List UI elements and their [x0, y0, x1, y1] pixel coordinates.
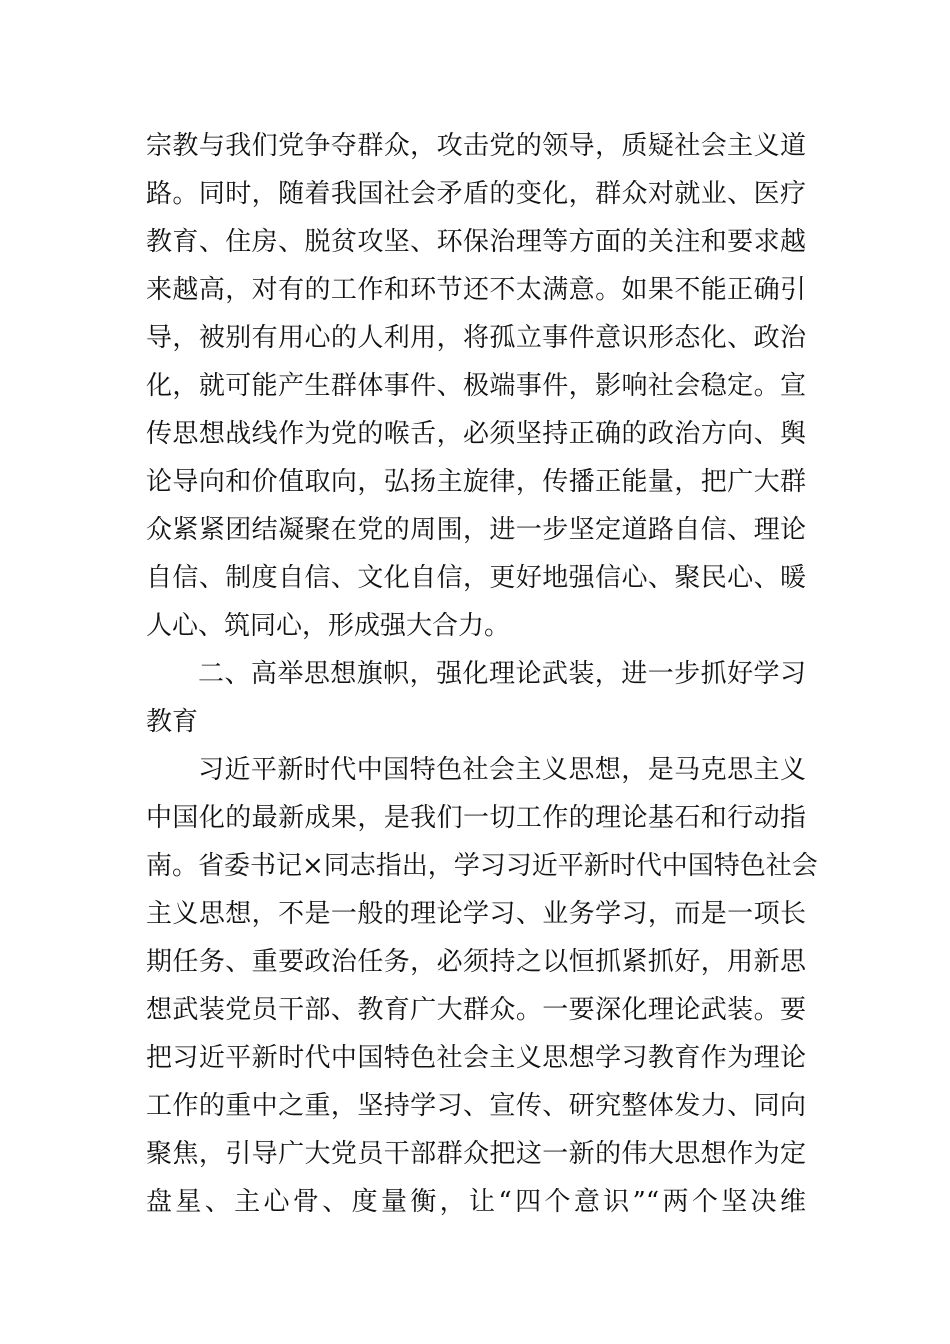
text-line: 把习近平新时代中国特色社会主义思想学习教育作为理论	[146, 1043, 806, 1073]
text-line: 习近平新时代中国特色社会主义思想，是马克思主义	[198, 755, 806, 785]
text-line: 聚焦，引导广大党员干部群众把这一新的伟大思想作为定	[146, 1139, 806, 1169]
section-heading-line: 教育	[146, 707, 199, 737]
text-line: 想武装党员干部、教育广大群众。一要深化理论武装。要	[146, 995, 806, 1025]
text-line: 众紧紧团结凝聚在党的周围，进一步坚定道路自信、理论	[146, 515, 806, 545]
text-line: 宗教与我们党争夺群众，攻击党的领导，质疑社会主义道	[146, 131, 806, 161]
body-text	[146, 122, 818, 1226]
text-line: 论导向和价值取向，弘扬主旋律，传播正能量，把广大群	[146, 467, 806, 497]
text-line: 导，被别有用心的人利用，将孤立事件意识形态化、政治	[146, 323, 806, 353]
text-line: 来越高，对有的工作和环节还不太满意。如果不能正确引	[146, 275, 806, 305]
text-line: 盘星、主心骨、度量衡，让“四个意识”“两个坚决维	[146, 1187, 806, 1217]
text-line: 期任务、重要政治任务，必须持之以恒抓紧抓好，用新思	[146, 947, 806, 977]
section-heading-line: 二、高举思想旗帜，强化理论武装，进一步抓好学习	[198, 659, 806, 689]
text-line: 化，就可能产生群体事件、极端事件，影响社会稳定。宣	[146, 371, 806, 401]
text-line: 路。同时，随着我国社会矛盾的变化，群众对就业、医疗	[146, 179, 806, 209]
text-line: 自信、制度自信、文化自信，更好地强信心、聚民心、暖	[146, 563, 806, 593]
text-line: 传思想战线作为党的喉舌，必须坚持正确的政治方向、舆	[146, 419, 806, 449]
text-line: 主义思想，不是一般的理论学习、业务学习，而是一项长	[146, 899, 806, 929]
text-line: 工作的重中之重，坚持学习、宣传、研究整体发力、同向	[146, 1091, 806, 1121]
text-line: 南。省委书记×同志指出，学习习近平新时代中国特色社会	[146, 851, 818, 881]
text-line: 中国化的最新成果，是我们一切工作的理论基石和行动指	[146, 803, 806, 833]
text-line: 人心、筑同心，形成强大合力。	[146, 611, 511, 641]
text-line: 教育、住房、脱贫攻坚、环保治理等方面的关注和要求越	[146, 227, 806, 257]
